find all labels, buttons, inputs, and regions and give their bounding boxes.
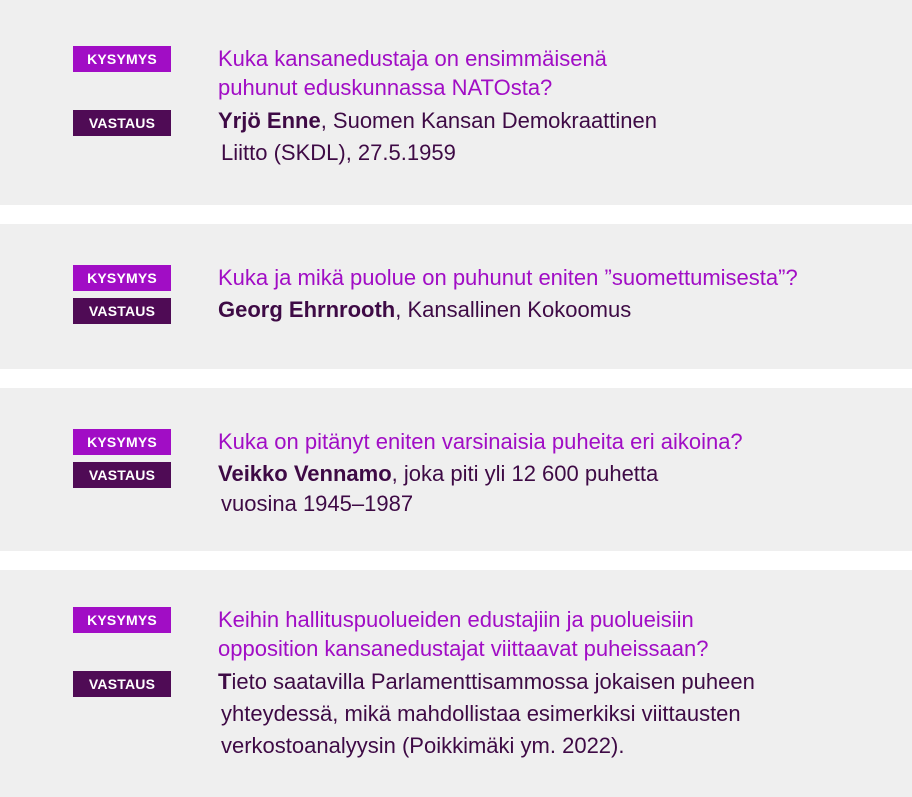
answer-badge: VASTAUS [73, 671, 171, 697]
question-badge: KYSYMYS [73, 265, 171, 291]
question-line: Kuka kansanedustaja on ensimmäisenä [218, 46, 607, 71]
answer-line [218, 666, 755, 698]
answer-badge: VASTAUS [73, 298, 171, 324]
qa-card-1 [0, 0, 912, 205]
answer-name: Veikko Vennamo [218, 461, 392, 486]
question-line: Keihin hallituspuolueiden edustajiin ja puolueisiin [218, 607, 694, 632]
answer-name: Yrjö Enne [218, 108, 321, 133]
answer-detail: , joka piti yli 12 600 puhetta [391, 461, 659, 486]
answer-line [218, 458, 658, 490]
qa-card-4 [0, 570, 912, 797]
question-text [218, 44, 607, 102]
question-text [218, 427, 743, 456]
answer-line: verkostoanalyysin (Poikkimäki ym. 2022). [221, 733, 625, 758]
answer-text [218, 458, 658, 520]
question-badge: KYSYMYS [73, 46, 171, 72]
answer-badge: VASTAUS [73, 110, 171, 136]
answer-line: yhteydessä, mikä mahdollistaa esimerkiksi viittausten [221, 701, 741, 726]
answer-line: vuosina 1945–1987 [221, 491, 414, 516]
answer-detail: , Suomen Kansan Demokraattinen [320, 108, 657, 133]
answer-text [218, 666, 755, 762]
answer-text [218, 105, 657, 169]
question-badge: KYSYMYS [73, 429, 171, 455]
answer-text [218, 294, 631, 326]
answer-badge: VASTAUS [73, 462, 171, 488]
question-text [218, 605, 708, 663]
question-line: puhunut eduskunnassa NATOsta? [218, 75, 553, 100]
answer-line [218, 105, 657, 137]
question-line: opposition kansanedustajat viittaavat puheissaan? [218, 636, 709, 661]
question-line: Kuka ja mikä puolue on puhunut eniten ”suomettumisesta”? [218, 265, 798, 290]
qa-card-3 [0, 388, 912, 551]
answer-detail: ieto saatavilla Parlamenttisammossa jokaisen puheen [231, 669, 755, 694]
answer-name: T [218, 669, 232, 694]
question-badge: KYSYMYS [73, 607, 171, 633]
answer-line: Liitto (SKDL), 27.5.1959 [221, 140, 456, 165]
answer-line [218, 294, 631, 326]
qa-card-2 [0, 224, 912, 369]
answer-detail: , Kansallinen Kokoomus [395, 297, 632, 322]
question-line: Kuka on pitänyt eniten varsinaisia puheita eri aikoina? [218, 429, 743, 454]
question-text [218, 263, 798, 292]
answer-name: Georg Ehrnrooth [218, 297, 396, 322]
